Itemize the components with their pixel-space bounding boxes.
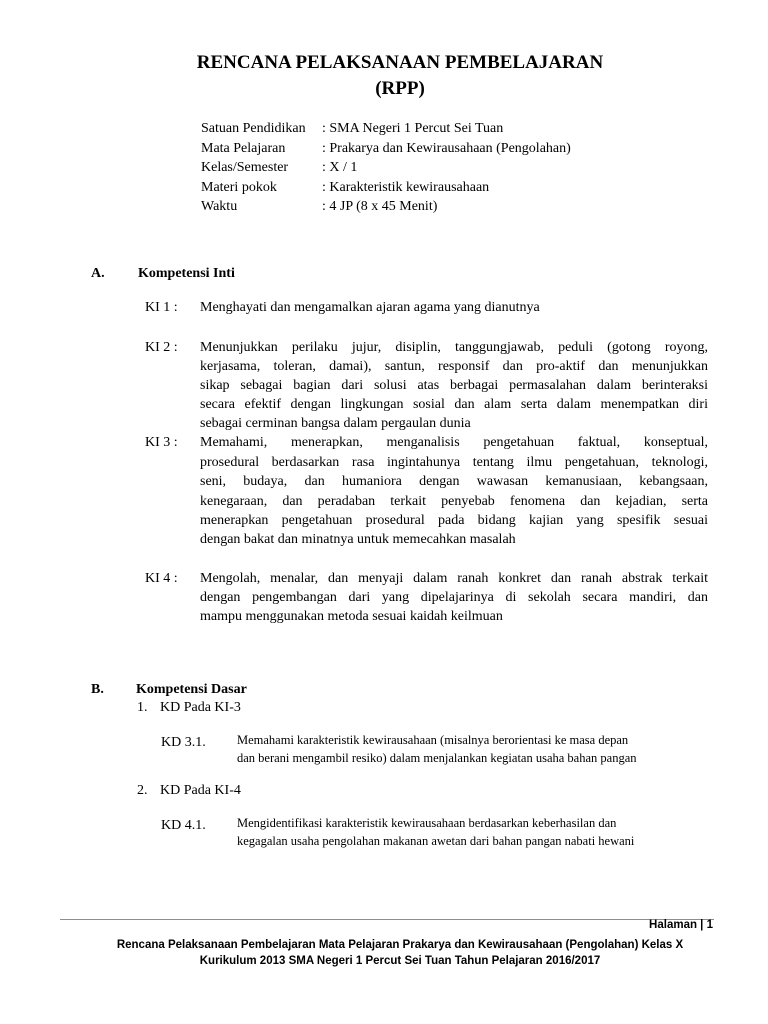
document-title: RENCANA PELAKSANAAN PEMBELAJARAN bbox=[196, 52, 604, 73]
identity-value: : X / 1 bbox=[322, 160, 358, 175]
ki-text-line: sikap sebagai bagian dari solusi atas berbagai permasalahan dalam berinteraksi bbox=[200, 378, 708, 393]
kd-label: KD 3.1. bbox=[161, 735, 206, 750]
ki-text-line: seni, budaya, dan humaniora dengan wawasan kemanusiaan, kebangsaan, bbox=[200, 474, 708, 489]
identity-label: Mata Pelajaran bbox=[201, 141, 286, 156]
ki-text-line: prosedural berdasarkan rasa ingintahunya tentang ilmu pengetahuan, teknologi, bbox=[200, 455, 708, 470]
ki-text-line: kerjasama, toleran, damai), santun, responsif dan pro-aktif dan menunjukkan bbox=[200, 359, 708, 374]
identity-value: : 4 JP (8 x 45 Menit) bbox=[322, 199, 438, 214]
kd-text-line: Mengidentifikasi karakteristik kewirausahaan berdasarkan keberhasilan dan bbox=[237, 816, 617, 830]
ki-text-line: Menunjukkan perilaku jujur, disiplin, tanggungjawab, peduli (gotong royong, bbox=[200, 340, 708, 355]
section-a-heading: Kompetensi Inti bbox=[138, 266, 235, 281]
section-b-letter: B. bbox=[91, 682, 104, 697]
identity-value: : Prakarya dan Kewirausahaan (Pengolahan) bbox=[322, 141, 571, 156]
ki-text-line: Menghayati dan mengamalkan ajaran agama yang dianutnya bbox=[200, 300, 540, 315]
identity-label: Waktu bbox=[201, 199, 238, 214]
identity-label: Satuan Pendidikan bbox=[201, 121, 306, 136]
kd-text-line: dan berani mengambil resiko) dalam menjalankan kegiatan usaha bahan pangan bbox=[237, 751, 637, 765]
kd-group-number: 1. bbox=[137, 700, 148, 715]
section-b-heading: Kompetensi Dasar bbox=[136, 682, 247, 697]
kd-group-number: 2. bbox=[137, 783, 148, 798]
ki-text-line: dengan pengembangan dari yang dipelajarinya di sekolah secara mandiri, dan bbox=[200, 590, 708, 605]
identity-label: Kelas/Semester bbox=[201, 160, 289, 175]
ki-label: KI 1 : bbox=[145, 300, 178, 315]
page-number: Halaman | 1 bbox=[649, 919, 713, 931]
footer-line-2: Kurikulum 2013 SMA Negeri 1 Percut Sei Tuan Tahun Pelajaran 2016/2017 bbox=[199, 955, 601, 967]
footer-line-1: Rencana Pelaksanaan Pembelajaran Mata Pelajaran Prakarya dan Kewirausahaan (Pengolahan) Kelas X bbox=[116, 939, 684, 951]
ki-label: KI 2 : bbox=[145, 340, 178, 355]
ki-text-line: Memahami, menerapkan, menganalisis pengetahuan faktual, konseptual, bbox=[200, 435, 708, 450]
ki-text-line: secara efektif dengan lingkungan sosial dan alam serta dalam menempatkan diri bbox=[200, 397, 708, 412]
kd-label: KD 4.1. bbox=[161, 818, 206, 833]
ki-label: KI 4 : bbox=[145, 571, 178, 586]
section-a-letter: A. bbox=[91, 266, 105, 281]
ki-text-line: dengan bakat dan minatnya untuk memecahkan masalah bbox=[200, 532, 516, 547]
kd-text-line: kegagalan usaha pengolahan makanan awetan dari bahan pangan nabati hewani bbox=[237, 834, 635, 848]
ki-text-line: kenegaraan, dan peradaban terkait penyebab fenomena dan kejadian, serta bbox=[200, 494, 708, 509]
identity-label: Materi pokok bbox=[201, 180, 277, 195]
document-subtitle: (RPP) bbox=[375, 78, 425, 99]
identity-value: : Karakteristik kewirausahaan bbox=[322, 180, 490, 195]
identity-value: : SMA Negeri 1 Percut Sei Tuan bbox=[322, 121, 504, 136]
kd-group-title: KD Pada KI-4 bbox=[160, 783, 241, 798]
kd-text-line: Memahami karakteristik kewirausahaan (misalnya berorientasi ke masa depan bbox=[237, 733, 629, 747]
ki-text-line: sebagai cerminan bangsa dalam pergaulan dunia bbox=[200, 416, 471, 431]
footer-divider bbox=[60, 919, 714, 920]
kd-group-title: KD Pada KI-3 bbox=[160, 700, 241, 715]
ki-text-line: menerapkan pengetahuan prosedural pada bidang kajian yang spesifik sesuai bbox=[200, 513, 708, 528]
ki-text-line: Mengolah, menalar, dan menyaji dalam ranah konkret dan ranah abstrak terkait bbox=[200, 571, 708, 586]
ki-text-line: mampu menggunakan metoda sesuai kaidah keilmuan bbox=[200, 609, 503, 624]
ki-label: KI 3 : bbox=[145, 435, 178, 450]
